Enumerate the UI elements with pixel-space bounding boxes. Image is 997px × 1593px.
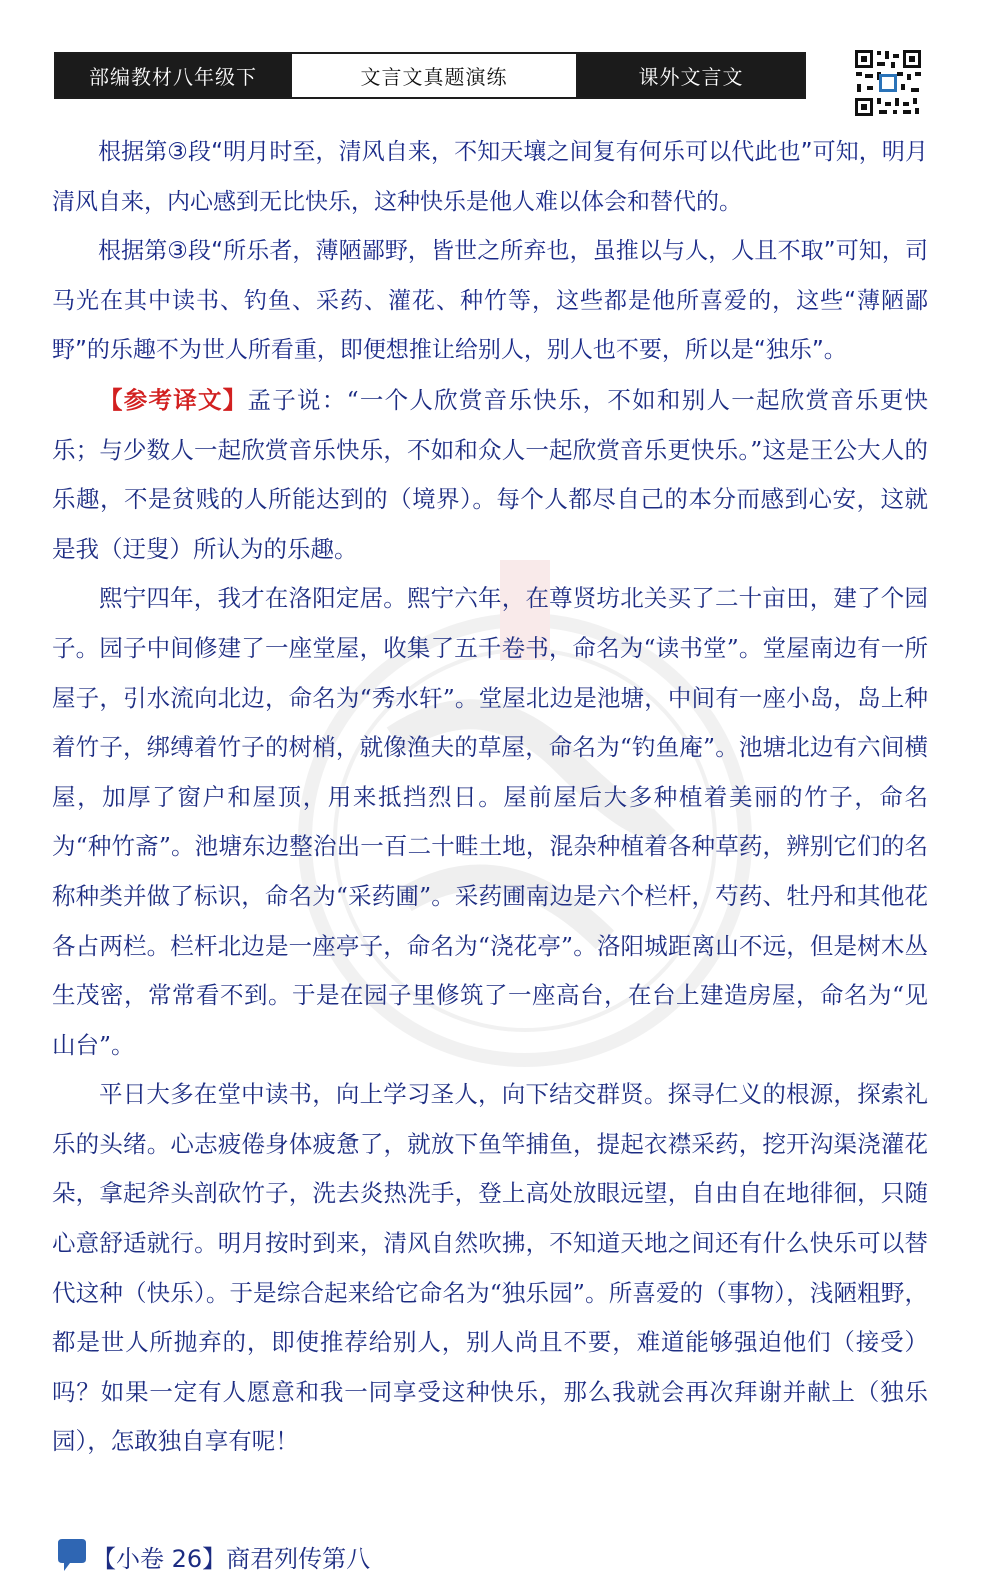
next-section-title: 【小卷 26】商君列传第八 xyxy=(92,1544,371,1573)
bookmark-icon xyxy=(56,1539,86,1573)
translation-paragraph-1 xyxy=(52,376,928,574)
header-grade-label: 部编教材八年级下 xyxy=(56,54,290,97)
reference-translation-label: 【参考译文】 xyxy=(99,385,248,414)
next-section-heading xyxy=(56,1526,370,1586)
translation-paragraph-2: 熙宁四年，我才在洛阳定居。熙宁六年，在尊贤坊北关买了二十亩田，建了个园子。园子中间修建了一座堂屋，收集了五千卷书，命名为“读书堂”。堂屋南边有一所屋子，引水流向北边，命名为“秀水轩”。堂屋北边是池塘，中间有一座小岛，岛上种着竹子，绑缚着竹子的树梢，就像渔夫的草屋，命名为“钓鱼庵”。池塘北边有六间横屋，加厚了窗户和屋顶，用来抵挡烈日。屋前屋后大多种植着美丽的竹子，命名为“种竹斋”。池塘东边整治出一百二十畦土地，混杂种植着各种草药，辨别它们的名称种类并做了标识，命名为“采药圃”。采药圃南边是六个栏杆，芍药、牡丹和其他花各占两栏。栏杆北边是一座亭子，命名为“浇花亭”。洛阳城距离山不远，但是树木丛生茂密，常常看不到。于是在园子里修筑了一座高台，在台上建造房屋，命名为“见山台”。 xyxy=(52,584,928,1059)
answer-paragraph-1: 根据第③段“明月时至，清风自来，不知天壤之间复有何乐可以代此也”可知，明月清风自来，内心感到无比快乐，这种快乐是他人难以体会和替代的。 xyxy=(52,139,928,215)
translation-text: 孟子说：“一个人欣赏音乐快乐，不如和别人一起欣赏音乐更快乐；与少数人一起欣赏音乐快乐，不如和众人一起欣赏音乐更快乐。”这是王公大人的乐趣，不是贫贱的人所能达到的（境界）。每个人都尽自己的本分而感到心安，这就是我（迂叟）所认为的乐趣。 xyxy=(52,385,929,563)
header-section-title: 文言文真题演练 xyxy=(290,54,578,97)
qr-code-icon[interactable] xyxy=(853,48,923,118)
header-bar xyxy=(54,52,806,99)
translation-paragraph-3: 平日大多在堂中读书，向上学习圣人，向下结交群贤。探寻仁义的根源，探索礼乐的头绪。心志疲倦身体疲惫了，就放下鱼竿捕鱼，提起衣襟采药，挖开沟渠浇灌花朵，拿起斧头剖砍竹子，洗去炎热洗手，登上高处放眼远望，自由自在地徘徊，只随心意舒适就行。明月按时到来，清风自然吹拂，不知道天地之间还有什么快乐可以替代这种（快乐）。于是综合起来给它命名为“独乐园”。所喜爱的（事物），浅陋粗野，都是世人所抛弃的，即使推荐给别人，别人尚且不要，难道能够强迫他们（接受）吗？如果一定有人愿意和我一同享受这种快乐，那么我就会再次拜谢并献上（独乐园），怎敢独自享有呢！ xyxy=(52,1080,928,1456)
header-category-label: 课外文言文 xyxy=(578,54,804,97)
answer-paragraph-2: 根据第③段“所乐者，薄陋鄙野，皆世之所弃也，虽推以与人，人且不取”可知，司马光在其中读书、钓鱼、采药、灌花、种竹等，这些都是他所喜爱的，这些“薄陋鄙野”的乐趣不为世人所看重，即便想推让给别人，别人也不要，所以是“独乐”。 xyxy=(52,238,928,364)
main-content xyxy=(52,128,928,1467)
